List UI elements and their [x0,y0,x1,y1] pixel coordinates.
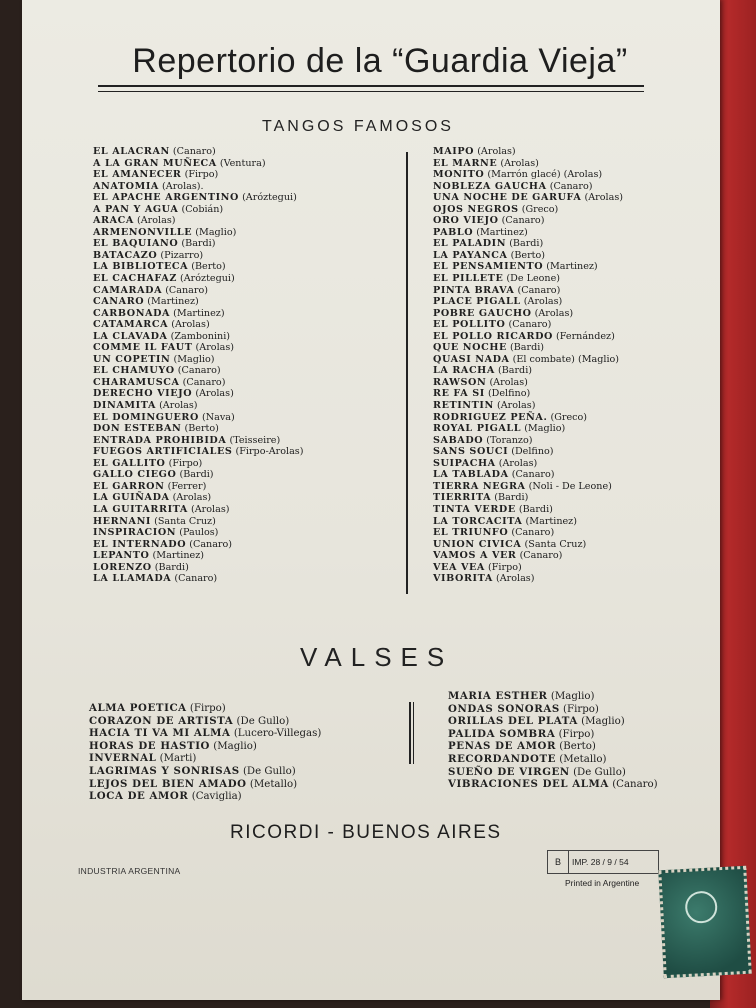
song-composer: (Arolas) [498,457,538,469]
song-entry [93,261,303,273]
print-info-box [547,850,659,874]
song-title: EL ALACRAN [93,146,170,157]
song-title: EL PENSAMIENTO [433,261,544,273]
song-composer: (Bardi) [154,561,189,573]
song-title: EL DOMINGUERO [93,411,199,423]
song-composer: (Paulos) [179,527,219,539]
song-composer: (Bardi) [494,492,529,504]
song-title: CANARO [93,296,145,308]
song-entry [93,516,303,528]
song-title: LA RACHA [433,365,495,377]
song-title: LA BIBLIOTECA [93,261,189,273]
song-title: LORENZO [93,561,152,573]
song-title: ORILLAS DEL PLATA [448,715,578,728]
song-composer: (Arolas) [159,400,198,412]
song-composer: (Caviglia) [191,791,242,803]
song-composer: (Ventura) [219,157,266,169]
valses-right-list [448,690,658,791]
title-rule [98,85,644,87]
song-composer: (Marti) [159,753,197,765]
song-title: EL AMANECER [93,169,182,181]
song-title: INVERNAL [89,752,157,765]
song-composer: (Berto) [191,261,226,273]
song-title: EL CACHAFAZ [93,273,177,285]
song-entry [93,400,303,412]
song-entry [93,388,303,400]
song-composer: (Maglio) [173,353,215,365]
song-composer: (Fernández) [556,330,615,342]
song-entry [448,766,658,779]
song-title: GALLO CIEGO [93,469,177,481]
song-entry [433,354,623,366]
song-entry [433,227,623,239]
song-composer: (Berto) [559,741,596,753]
song-title: EL APACHE ARGENTINO [93,192,239,204]
song-entry [93,169,303,181]
song-composer: (Arolas) [172,492,212,504]
song-composer: (Arolas) [523,296,563,308]
song-entry [89,727,321,740]
song-entry [433,469,623,481]
song-title: RE FA SI [433,388,485,400]
song-composer: (Metallo) [249,778,298,790]
print-date: IMP. 28 / 9 / 54 [572,857,629,867]
song-title: EL CHAMUYO [93,365,175,377]
song-composer: (Firpo) [168,457,203,469]
song-title: RECORDANDOTE [448,752,556,765]
song-title: MAIPO [433,146,475,157]
song-composer: (Maglio) [581,716,625,728]
song-composer: (Bardi) [179,469,214,481]
song-entry [93,492,303,504]
song-entry [93,158,303,170]
tax-stamp [658,866,752,978]
song-title: EL BAQUIANO [93,238,179,250]
song-composer: (Firpo) [184,169,219,181]
song-title: CAMARADA [93,284,163,296]
song-title: LOCA DE AMOR [89,790,189,803]
song-entry [433,573,623,585]
song-composer: (Canaro) [165,284,208,296]
song-title: QUE NOCHE [433,342,507,354]
song-composer: (Canaro) [511,469,555,481]
song-entry [93,204,303,216]
song-title: SANS SOUCI [433,446,509,458]
song-composer: (Martinez) [152,550,204,562]
song-entry [433,562,623,574]
song-title: PLACE PIGALL [433,296,521,308]
song-entry [93,539,303,551]
song-composer: (Maglio) [550,691,595,702]
song-entry [89,765,321,778]
song-title: CATAMARCA [93,319,169,331]
song-entry [93,296,303,308]
song-entry [448,728,658,741]
song-title: SABADO [433,434,484,446]
song-title: ONDAS SONORAS [448,702,560,715]
song-title: VEA VEA [433,561,485,573]
song-title: UNION CIVICA [433,538,522,550]
song-composer: (Canaro) [549,180,593,192]
song-entry [93,238,303,250]
song-entry [433,250,623,262]
song-title: LA PAYANCA [433,249,508,261]
song-entry [433,516,623,528]
song-entry [93,285,303,297]
song-entry [93,250,303,262]
song-entry [93,481,303,493]
song-entry [89,752,321,765]
song-entry [433,308,623,320]
song-entry [93,354,303,366]
song-entry [93,550,303,562]
song-title: ROYAL PIGALL [433,423,522,435]
song-title: VAMOS A VER [433,550,517,562]
song-title: EL POLLO RICARDO [433,330,553,342]
song-composer: (Canaro) [172,146,216,157]
song-title: ORO VIEJO [433,215,499,227]
song-entry [433,504,623,516]
song-entry [433,331,623,343]
song-composer: (Toranzo) [486,434,533,446]
song-composer: (Canaro) [517,284,561,296]
song-title: TIERRA NEGRA [433,480,526,492]
valses-divider-2 [413,702,414,764]
song-title: UN COPETIN [93,353,171,365]
song-composer: (Noli - De Leone) [528,480,612,492]
song-composer: (Martinez) [525,515,577,527]
song-entry [93,527,303,539]
song-entry [433,319,623,331]
song-title: CORAZON DE ARTISTA [89,714,234,727]
song-title: DINAMITA [93,400,156,412]
song-composer: (De Leone) [506,273,561,285]
song-title: QUASI NADA [433,353,510,365]
valses-left-list [89,702,321,803]
song-entry [93,562,303,574]
song-composer: (Firpo) [563,703,599,715]
song-title: HORAS DE HASTIO [89,739,211,752]
song-title: BATACAZO [93,249,158,261]
song-title: PALIDA SOMBRA [448,727,556,740]
song-entry [93,458,303,470]
song-title: LA TORCACITA [433,515,523,527]
song-entry [433,181,623,193]
song-composer: (Arolas) [500,157,539,169]
song-composer: (Santa Cruz) [154,515,216,527]
song-composer: (Firpo) [189,703,226,714]
song-entry [93,504,303,516]
song-composer: (Delfino) [487,388,531,400]
song-composer: (Aróztegui) [242,192,297,204]
song-composer: (Martinez) [476,226,528,238]
industry-label: INDUSTRIA ARGENTINA [78,866,181,876]
song-composer: (De Gullo) [242,765,296,777]
song-composer: (De Gullo) [573,766,626,778]
song-title: LEJOS DEL BIEN AMADO [89,777,247,790]
song-composer: (Cobián) [181,203,224,215]
song-title: VIBRACIONES DEL ALMA [448,778,609,791]
song-composer: (Aróztegui) [179,273,235,285]
song-title: ARACA [93,215,134,227]
song-entry [433,238,623,250]
song-entry [448,715,658,728]
song-composer: (Arolas). [162,180,204,192]
song-composer: (Bardi) [509,342,545,354]
song-entry [89,715,321,728]
song-composer: (Arolas) [496,400,536,412]
song-composer: (Lucero-Villegas) [233,728,322,740]
song-entry [89,702,321,715]
song-entry [93,215,303,227]
song-composer: (Arolas) [495,573,535,585]
song-composer: (Metallo) [559,753,607,765]
song-composer: (Santa Cruz) [524,538,587,550]
song-title: LA TABLADA [433,469,509,481]
song-composer: (Maglio) [195,226,237,238]
song-title: RETINTIN [433,400,494,412]
song-entry [433,423,623,435]
song-composer: (Arolas) [534,307,574,319]
song-title: A LA GRAN MUÑECA [93,157,217,169]
page-title: Repertorio de la “Guardia Vieja” [132,42,628,80]
song-entry [93,227,303,239]
song-title: LA GUITARRITA [93,503,188,515]
song-title: TIERRITA [433,492,492,504]
song-title: HERNANI [93,515,152,527]
song-entry [433,377,623,389]
song-entry [433,412,623,424]
song-entry [433,458,623,470]
song-title: EL TRIUNFO [433,527,509,539]
song-composer: (Berto) [510,249,546,261]
song-title: LA GUIÑADA [93,492,170,504]
song-entry [433,146,623,158]
song-composer: (Canaro) [519,550,563,562]
song-title: MONITO [433,169,485,181]
song-composer: (Martinez) [147,296,199,308]
song-title: PABLO [433,226,474,238]
tangos-divider [406,152,408,594]
song-composer: (Canaro) [612,779,658,791]
song-title: ENTRADA PROHIBIDA [93,434,227,446]
song-title: PINTA BRAVA [433,284,515,296]
song-title: A PAN Y AGUA [93,203,179,215]
song-entry [93,446,303,458]
song-entry [433,215,623,227]
song-composer: (De Gullo) [236,715,290,727]
song-composer: (Maglio) [524,423,566,435]
song-composer: (Ferrer) [167,480,207,492]
song-composer: (Greco) [550,411,588,423]
print-letter: B [548,851,569,873]
song-composer: (Arolas) [489,376,528,388]
song-composer: (Zambonini) [170,330,231,342]
song-composer: (Delfino) [511,446,554,458]
song-title: OJOS NEGROS [433,203,519,215]
song-composer: (Bardi) [509,238,544,250]
song-entry [433,492,623,504]
song-composer: (Arolas) [137,215,176,227]
song-title: COMME IL FAUT [93,342,193,354]
song-entry [93,342,303,354]
song-title: ALMA POETICA [89,702,187,714]
song-entry [433,446,623,458]
song-title: DON ESTEBAN [93,423,182,435]
song-title: UNA NOCHE DE GARUFA [433,192,582,204]
song-title: CARBONADA [93,307,171,319]
song-entry [93,181,303,193]
song-title: RAWSON [433,376,487,388]
song-entry [93,423,303,435]
tangos-left-list [93,146,303,585]
song-composer: (Canaro) [189,538,233,550]
song-entry [93,308,303,320]
song-composer: (Bardi) [181,238,216,250]
song-entry [93,365,303,377]
valses-heading: VALSES [300,642,454,672]
song-entry [433,481,623,493]
song-title: HACIA TI VA MI ALMA [89,727,231,740]
song-title: EL POLLITO [433,319,506,331]
song-composer: (Canaro) [174,573,218,585]
song-title: EL GALLITO [93,457,166,469]
song-entry [448,740,658,753]
song-entry [433,169,623,181]
song-title: RODRIGUEZ PEÑA. [433,411,548,423]
song-composer: (Firpo) [488,561,522,573]
song-title: FUEGOS ARTIFICIALES [93,446,233,458]
song-composer: (Canaro) [177,365,221,377]
song-entry [433,365,623,377]
song-title: CHARAMUSCA [93,376,180,388]
song-composer: (Greco) [521,203,559,215]
song-title: TINTA VERDE [433,503,516,515]
song-entry [433,285,623,297]
song-entry [89,778,321,791]
song-title: EL INTERNADO [93,538,187,550]
song-composer: (Martinez) [173,307,225,319]
song-title: SUIPACHA [433,457,496,469]
song-title: LEPANTO [93,550,150,562]
song-composer: (Bardi) [518,503,553,515]
song-composer: (Arolas) [191,503,230,515]
song-composer: (Teisseire) [229,434,281,446]
song-composer: (El combate) (Maglio) [512,353,620,365]
song-entry [433,204,623,216]
song-title: SUEÑO DE VIRGEN [448,765,570,778]
song-title: PENAS DE AMOR [448,740,557,753]
song-composer: (Canaro) [182,376,226,388]
song-entry [433,273,623,285]
song-composer: (Arolas) [195,342,235,354]
stamp-emblem-icon [684,890,718,924]
song-composer: (Arolas) [584,192,624,204]
valses-divider [409,702,411,764]
song-entry [433,527,623,539]
song-entry [433,435,623,447]
song-title: EL PILLETE [433,273,504,285]
song-composer: (Marrón glacé) (Arolas) [487,169,603,181]
song-entry [433,539,623,551]
song-composer: (Canaro) [501,215,545,227]
song-composer: (Maglio) [213,740,257,752]
song-title: ANATOMIA [93,180,159,192]
song-composer: (Arolas) [171,319,210,331]
song-composer: (Martinez) [546,261,598,273]
song-title: EL GARRON [93,480,165,492]
song-composer: (Arolas) [195,388,234,400]
song-entry [89,740,321,753]
song-title: MARIA ESTHER [448,690,548,702]
song-entry [433,400,623,412]
song-entry [433,342,623,354]
song-title: INSPIRACION [93,527,177,539]
title-rule-thin [98,91,644,92]
song-entry [93,146,303,158]
song-title: ARMENONVILLE [93,226,193,238]
song-entry [433,261,623,273]
song-composer: (Pizarro) [160,249,204,261]
song-entry [93,573,303,585]
tangos-right-list [433,146,623,585]
song-entry [93,192,303,204]
song-entry [93,435,303,447]
song-entry [433,296,623,308]
song-entry [93,273,303,285]
song-entry [433,192,623,204]
tangos-heading: TANGOS FAMOSOS [262,118,454,135]
song-title: EL MARNE [433,157,498,169]
song-title: DERECHO VIEJO [93,388,193,400]
song-title: EL PALADIN [433,238,507,250]
song-entry [89,790,321,803]
song-entry [93,331,303,343]
song-entry [448,690,658,703]
song-entry [93,319,303,331]
song-composer: (Bardi) [497,365,533,377]
song-composer: (Berto) [184,423,219,435]
song-composer: (Firpo) [558,728,595,740]
song-title: POBRE GAUCHO [433,307,532,319]
song-entry [433,550,623,562]
song-entry [433,388,623,400]
song-entry [93,377,303,389]
song-title: LAGRIMAS Y SONRISAS [89,764,240,777]
song-composer: (Canaro) [511,527,555,539]
printed-in: Printed in Argentine [565,878,640,888]
song-title: NOBLEZA GAUCHA [433,180,547,192]
song-entry [448,778,658,791]
song-entry [433,158,623,170]
song-entry [448,703,658,716]
song-composer: (Firpo-Arolas) [235,446,304,458]
song-composer: (Arolas) [477,146,516,157]
song-entry [93,412,303,424]
song-entry [448,753,658,766]
song-composer: (Nava) [202,411,235,423]
song-composer: (Canaro) [508,319,552,331]
song-title: LA LLAMADA [93,573,172,585]
song-title: VIBORITA [433,573,493,585]
song-title: LA CLAVADA [93,330,168,342]
song-entry [93,469,303,481]
publisher: RICORDI - BUENOS AIRES [230,822,502,843]
